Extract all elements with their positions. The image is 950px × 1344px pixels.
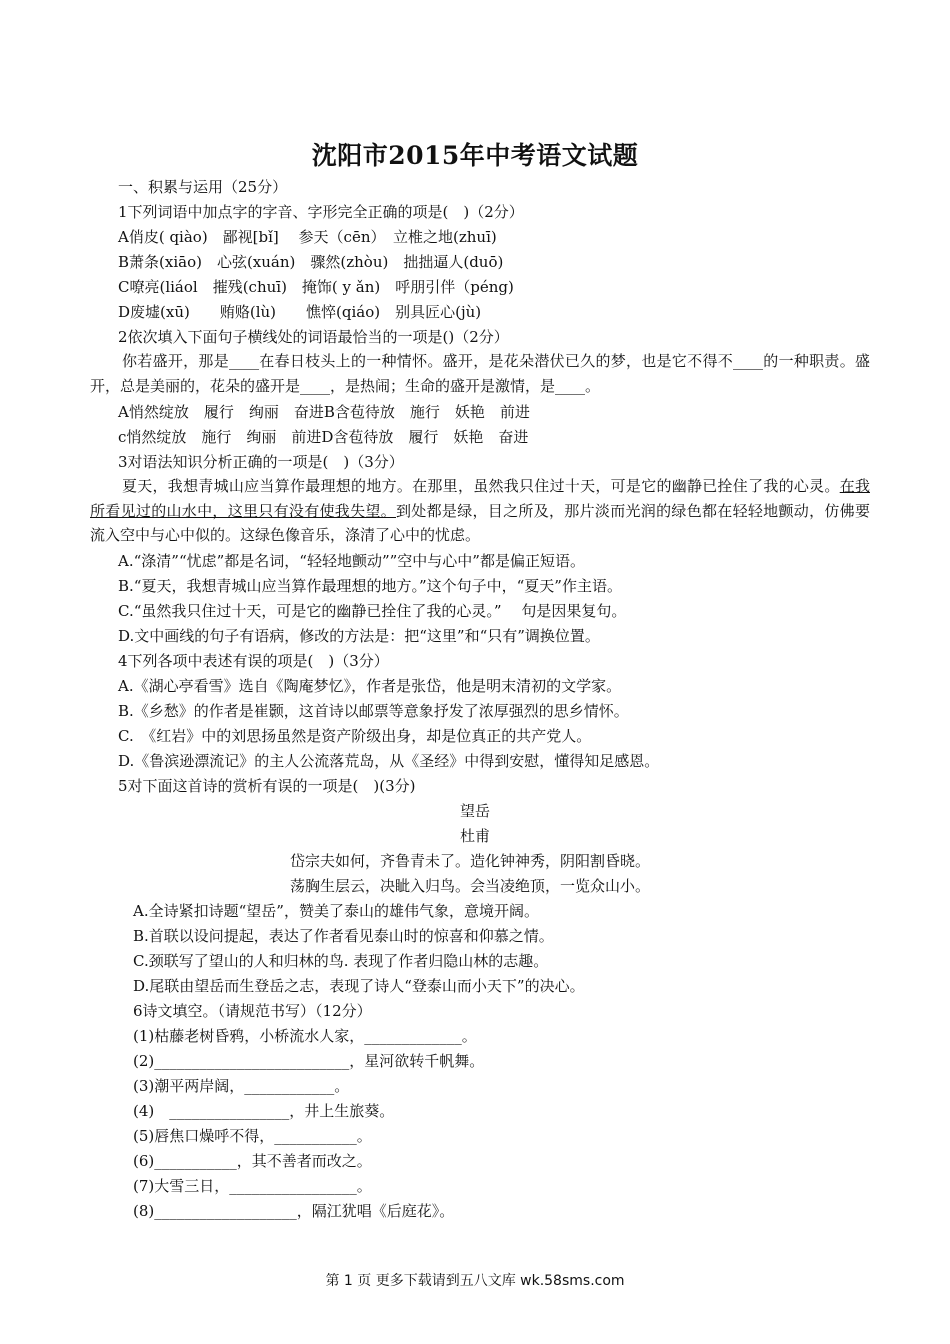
question-5-option-c: C.颈联写了望山的人和归林的鸟. 表现了作者归隐山林的志趣。 [133,952,549,970]
fill-blank-item: (3)潮平两岸阔，____________。 [133,1077,350,1095]
question-5-option-b: B.首联以设问提起，表达了作者看见泰山时的惊喜和仰慕之情。 [133,927,554,945]
question-3-stem: 3对语法知识分析正确的一项是( )（3分） [118,453,404,471]
question-3-option-c: C.“虽然我只住过十天，可是它的幽静已拴住了我的心灵。” 句是因果复句。 [118,602,627,620]
question-4-option-d: D.《鲁滨逊漂流记》的主人公流落荒岛，从《圣经》中得到安慰，懂得知足感恩。 [118,752,660,770]
question-1-option-c: C嘹亮(liáol 摧残(chuī) 掩饰( y ǎn) 呼朋引伴（péng) [118,278,514,296]
question-1-option-d: D废墟(xū) 贿赂(lù) 憔悴(qiáo) 别具匠心(jù) [118,303,482,321]
underlined-sentence: 在我所看见过的山水中，这里只有没有使我失望。 [90,477,870,520]
question-3-passage [90,474,870,548]
question-2-stem: 2依次填入下面句子横线处的词语最恰当的一项是()（2分） [118,328,509,346]
poem-line-1: 岱宗夫如何，齐鲁青未了。造化钟神秀，阴阳割昏晓。 [290,852,651,870]
question-2-passage: 你若盛开，那是____在春日枝头上的一种情怀。盛开，是花朵潜伏已久的梦，也是它不得不____的一种职责。盛开，总是美丽的，花朵的盛开是____，是热闹；生命的盛开是激情，是____。 [90,352,870,395]
question-4-option-b: B.《乡愁》的作者是崔颢，这首诗以邮票等意象抒发了浓厚强烈的思乡情怀。 [118,702,629,720]
question-2-options-cd: c悄然绽放 施行 绚丽 前进D含苞待放 履行 妖艳 奋进 [118,428,529,446]
question-3-option-b: B.“夏天，我想青城山应当算作最理想的地方。”这个句子中，“夏天”作主语。 [118,577,622,595]
section-heading: 一、积累与运用（25分） [118,178,288,196]
question-1-option-a: A俏皮( qiào) 鄙视[bǐ] 参天（cēn） 立椎之地(zhuī) [118,228,497,246]
fill-blank-item: (5)唇焦口燥呼不得，___________。 [133,1127,372,1145]
fill-blank-item: (6)___________，其不善者而改之。 [133,1152,372,1170]
question-1-stem: 1下列词语中加点字的字音、字形完全正确的项是( )（2分） [118,203,524,221]
question-3-option-d: D.文中画线的句子有语病，修改的方法是：把“这里”和“只有”调换位置。 [118,627,600,645]
question-6-stem: 6诗文填空。（请规范书写）（12分） [133,1002,372,1020]
page-title: 沈阳市2015年中考语文试题 [311,141,639,170]
fill-blank-item: (4) ________________，井上生旅葵。 [133,1102,395,1120]
poem-title: 望岳 [459,802,490,820]
passage-text-start: 夏天，我想青城山应当算作最理想的地方。在那里，虽然我只住过十天，可是它的幽静已拴住了我的心灵。 [122,477,840,495]
question-5-option-a: A.全诗紧扣诗题“望岳”，赞美了泰山的雄伟气象，意境开阔。 [133,902,539,920]
fill-blank-item: (2)__________________________，星河欲转千帆舞。 [133,1052,485,1070]
fill-blank-item: (8)___________________，隔江犹唱《后庭花》。 [133,1202,455,1220]
question-5-option-d: D.尾联由望岳而生登岳之志，表现了诗人“登泰山而小天下”的决心。 [133,977,585,995]
passage-text-end: 到处都是绿，目之所及，那片淡而光润的绿色都在轻轻地颤动，仿佛要流入空中与心中似的。这绿色像音乐，涤清了心中的忧虑。 [90,501,870,544]
fill-blank-item: (7)大雪三日，_________________。 [133,1177,372,1195]
question-2-options-ab: A悄然绽放 履行 绚丽 奋进B含苞待放 施行 妖艳 前进 [118,403,530,421]
page-footer: 第 1 页 更多下载请到五八文库 wk.58sms.com [325,1273,625,1289]
poem-line-2: 荡胸生层云，决眦入归鸟。会当凌绝顶，一览众山小。 [290,877,651,895]
question-4-option-c: C. 《红岩》中的刘思扬虽然是资产阶级出身，却是位真正的共产党人。 [118,727,592,745]
question-1-option-b: B萧条(xiāo) 心弦(xuán) 骤然(zhòu) 拙拙逼人(duō) [118,253,504,271]
question-4-option-a: A.《湖心亭看雪》选自《陶庵梦忆》，作者是张岱，他是明末清初的文学家。 [118,677,622,695]
poem-author: 杜甫 [459,827,490,845]
question-3-option-a: A.“涤清”“忧虑”都是名词，“轻轻地颤动””空中与心中”都是偏正短语。 [118,552,585,570]
question-4-stem: 4下列各项中表述有误的项是( )（3分） [118,652,389,670]
fill-blank-item: (1)枯藤老树昏鸦，小桥流水人家，_____________。 [133,1027,477,1045]
question-5-stem: 5对下面这首诗的赏析有误的一项是( )(3分) [118,777,416,795]
